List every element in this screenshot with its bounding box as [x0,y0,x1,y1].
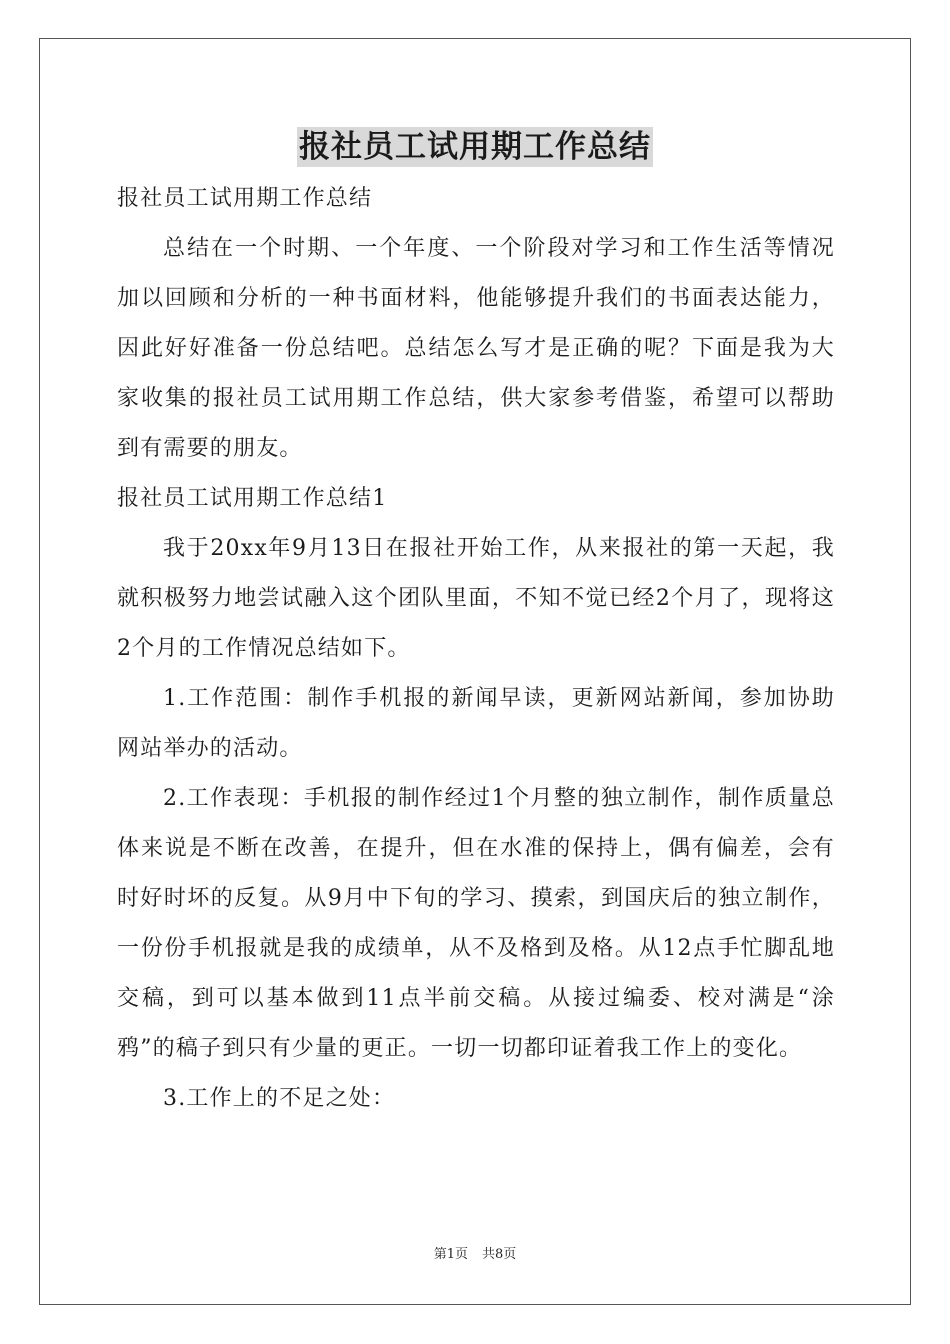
paragraph-work-scope: 1.工作范围：制作手机报的新闻早读，更新网站新闻，参加协助网站举办的活动。 [117,686,835,761]
paragraph-work-performance: 2.工作表现：手机报的制作经过1个月整的独立制作，制作质量总体来说是不断在改善，在提升，但在水准的保持上，偶有偏差，会有时好时坏的反复。从9月中下旬的学习、摸索，到国庆后的独立制作，一份份手机报就是我的成绩单，从不及格到及格。从12点手忙脚乱地交稿，到可以基本做到11点半前交稿。从接过编委、校对满是“涂鸦”的稿子到只有少量的更正。一切一切都印证着我工作上的变化。 [117,786,835,1061]
paragraph-shortcomings: 3.工作上的不足之处： [163,1086,396,1111]
paragraph-intro: 总结在一个时期、一个年度、一个阶段对学习和工作生活等情况加以回顾和分析的一种书面材料，他能够提升我们的书面表达能力，因此好好准备一份总结吧。总结怎么写才是正确的呢？下面是我为大家收集的报社员工试用期工作总结，供大家参考借鉴，希望可以帮助到有需要的朋友。 [117,236,835,461]
document-body [117,174,835,1124]
paragraph-heading: 报社员工试用期工作总结 [117,186,373,211]
document-title: 报社员工试用期工作总结 [299,129,651,165]
title-container [0,127,950,167]
page-total: 共8页 [482,1247,517,1262]
page-number: 第1页 [433,1247,468,1262]
paragraph-section-heading: 报社员工试用期工作总结1 [117,486,388,511]
paragraph-start-work: 我于20xx年9月13日在报社开始工作，从来报社的第一天起，我就积极努力地尝试融入这个团队里面，不知不觉已经2个月了，现将这2个月的工作情况总结如下。 [117,536,835,661]
page-footer [0,1246,950,1264]
